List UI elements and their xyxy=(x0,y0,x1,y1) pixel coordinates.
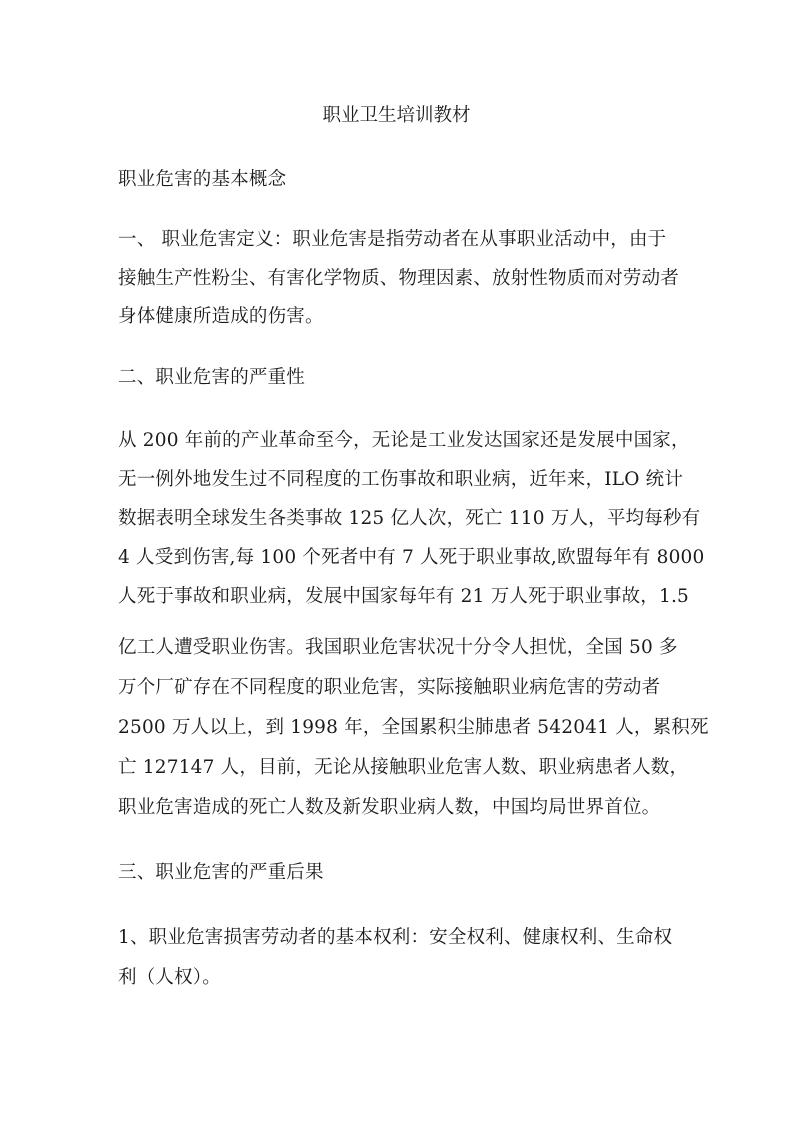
section2-line: 人死于事故和职业病，发展中国家每年有 21 万人死于职业事故，1.5 xyxy=(118,586,690,607)
document-title: 职业卫生培训教材 xyxy=(322,105,471,126)
section2-heading: 二、职业危害的严重性 xyxy=(118,367,306,388)
section2-line: 职业危害造成的死亡人数及新发职业病人数，中国均局世界首位。 xyxy=(118,797,661,818)
section1-line: 一、 职业危害定义：职业危害是指劳动者在从事职业活动中，由于 xyxy=(118,229,667,250)
section2-line: 4 人受到伤害,每 100 个死者中有 7 人死于职业事故,欧盟每年有 8000 xyxy=(118,547,705,568)
section2-line: 亡 127147 人，目前，无论从接触职业危害人数、职业病患者人数， xyxy=(118,757,689,778)
section3-line: 利（人权）。 xyxy=(118,967,221,988)
section3-heading: 三、职业危害的严重后果 xyxy=(118,862,324,883)
main-heading: 职业危害的基本概念 xyxy=(118,169,287,190)
section3-line: 1、职业危害损害劳动者的基本权利：安全权利、健康权利、生命权 xyxy=(118,927,673,948)
section2-line: 亿工人遭受职业伤害。我国职业危害状况十分令人担忧，全国 50 多 xyxy=(118,637,678,658)
section2-line: 2500 万人以上，到 1998 年，全国累积尘肺患者 542041 人，累积死 xyxy=(118,717,709,738)
section2-line: 数据表明全球发生各类事故 125 亿人次，死亡 110 万人，平均每秒有 xyxy=(118,508,701,529)
section2-line: 万个厂矿存在不同程度的职业危害，实际接触职业病危害的劳动者 xyxy=(118,677,661,698)
section1-line: 身体健康所造成的伤害。 xyxy=(118,306,324,327)
section2-line: 从 200 年前的产业革命至今，无论是工业发达国家还是发展中国家， xyxy=(118,430,690,451)
section1-line: 接触生产性粉尘、有害化学物质、物理因素、放射性物质而对劳动者 xyxy=(118,268,680,289)
section2-line: 无一例外地发生过不同程度的工伤事故和职业病，近年来，ILO 统计 xyxy=(118,469,684,490)
